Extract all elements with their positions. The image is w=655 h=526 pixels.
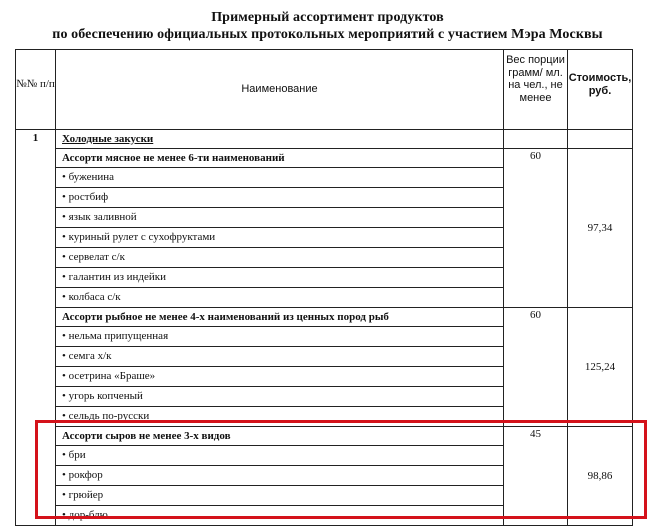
header-row: [16, 50, 633, 130]
section-weight: [504, 130, 568, 149]
group-title: Ассорти мясное не менее 6-ти наименований: [56, 149, 504, 168]
list-item: • сельдь по-русски: [56, 407, 504, 427]
header-weight: Вес порции грамм/ мл. на чел., не менее: [504, 50, 568, 130]
list-item: • сервелат с/к: [56, 248, 504, 268]
header-name: Наименование: [56, 50, 504, 130]
group-row-cheese: [16, 427, 633, 446]
list-item: • грюйер: [56, 486, 504, 506]
group-weight: 60: [504, 149, 568, 308]
list-item: • нельма припущенная: [56, 327, 504, 347]
group-cost: 98,86: [568, 427, 633, 526]
group-row-fish: [16, 308, 633, 327]
group-weight: 60: [504, 308, 568, 427]
section-row: [16, 130, 633, 149]
section-title: Холодные закуски: [56, 130, 504, 149]
list-item: • дор-блю: [56, 506, 504, 526]
document-title-line-2: по обеспечению официальных протокольных мероприятий с участием Мэра Москвы: [52, 27, 603, 42]
header-cost: Стоимость, руб.: [568, 50, 633, 130]
list-item: • осетрина «Браше»: [56, 367, 504, 387]
group-row-meat: [16, 149, 633, 168]
list-item: • бри: [56, 446, 504, 466]
group-title: Ассорти сыров не менее 3-х видов: [56, 427, 504, 446]
list-item: • ростбиф: [56, 188, 504, 208]
list-item: • куриный рулет с сухофруктами: [56, 228, 504, 248]
list-item: • буженина: [56, 168, 504, 188]
list-item: • язык заливной: [56, 208, 504, 228]
list-item: • рокфор: [56, 466, 504, 486]
list-item: • семга х/к: [56, 347, 504, 367]
group-cost: 97,34: [568, 149, 633, 308]
section-cost: [568, 130, 633, 149]
list-item: • колбаса с/к: [56, 288, 504, 308]
group-cost: 125,24: [568, 308, 633, 427]
list-item: • галантин из индейки: [56, 268, 504, 288]
header-number: №№ п/п: [16, 50, 56, 130]
section-number: 1: [16, 130, 56, 526]
list-item: • угорь копченый: [56, 387, 504, 407]
document-title-line-1: Примерный ассортимент продуктов: [211, 10, 444, 25]
assortment-table: [15, 49, 633, 526]
group-weight: 45: [504, 427, 568, 526]
group-title: Ассорти рыбное не менее 4-х наименований из ценных пород рыб: [56, 308, 504, 327]
